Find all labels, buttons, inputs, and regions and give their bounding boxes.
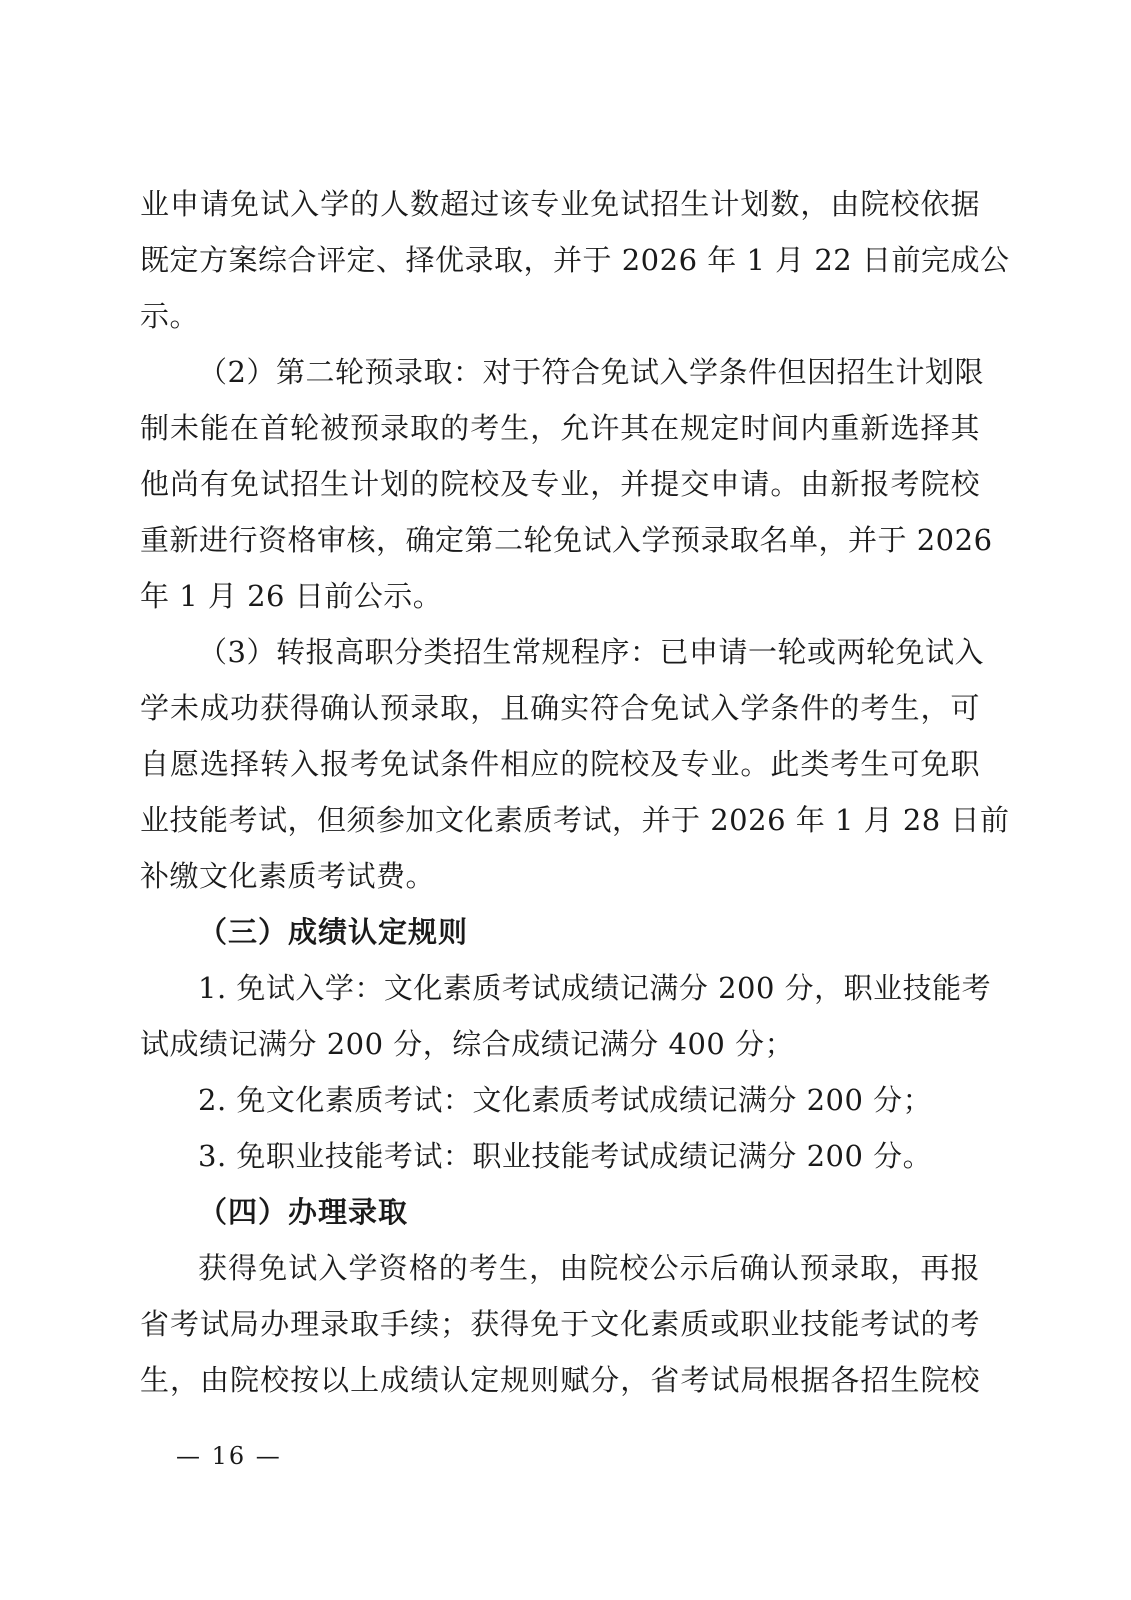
paragraph-line: 2. 免文化素质考试：文化素质考试成绩记满分 200 分； <box>198 1083 933 1117</box>
paragraph-line: 他尚有免试招生计划的院校及专业，并提交申请。由新报考院校 <box>140 467 980 501</box>
paragraph-line: 3. 免职业技能考试：职业技能考试成绩记满分 200 分。 <box>198 1139 933 1173</box>
paragraph-line: 自愿选择转入报考免试条件相应的院校及专业。此类考生可免职 <box>140 747 980 781</box>
section-heading: （三）成绩认定规则 <box>198 915 469 949</box>
page-number: — 16 — <box>176 1442 282 1470</box>
paragraph-line: 年 1 月 26 日前公示。 <box>140 579 443 613</box>
paragraph-line: 1. 免试入学：文化素质考试成绩记满分 200 分，职业技能考 <box>198 971 992 1005</box>
paragraph-line: 生，由院校按以上成绩认定规则赋分，省考试局根据各招生院校 <box>140 1363 980 1397</box>
paragraph-line: 示。 <box>140 299 200 333</box>
paragraph-line: 省考试局办理录取手续；获得免于文化素质或职业技能考试的考 <box>140 1307 980 1341</box>
paragraph-line: 既定方案综合评定、择优录取，并于 2026 年 1 月 22 日前完成公 <box>140 243 1010 277</box>
paragraph-line: （2）第二轮预录取：对于符合免试入学条件但因招生计划限 <box>198 355 984 389</box>
paragraph-line: （3）转报高职分类招生常规程序：已申请一轮或两轮免试入 <box>198 635 984 669</box>
paragraph-line: 试成绩记满分 200 分，综合成绩记满分 400 分； <box>140 1027 795 1061</box>
paragraph-line: 补缴文化素质考试费。 <box>140 859 436 893</box>
paragraph-line: 制未能在首轮被预录取的考生，允许其在规定时间内重新选择其 <box>140 411 980 445</box>
paragraph-line: 业申请免试入学的人数超过该专业免试招生计划数，由院校依据 <box>140 187 980 221</box>
paragraph-line: 业技能考试，但须参加文化素质考试，并于 2026 年 1 月 28 日前 <box>140 803 1010 837</box>
paragraph-line: 获得免试入学资格的考生，由院校公示后确认预录取，再报 <box>198 1251 980 1285</box>
section-heading: （四）办理录取 <box>198 1195 409 1229</box>
paragraph-line: 学未成功获得确认预录取，且确实符合免试入学条件的考生，可 <box>140 691 980 725</box>
paragraph-line: 重新进行资格审核，确定第二轮免试入学预录取名单，并于 2026 <box>140 523 993 557</box>
